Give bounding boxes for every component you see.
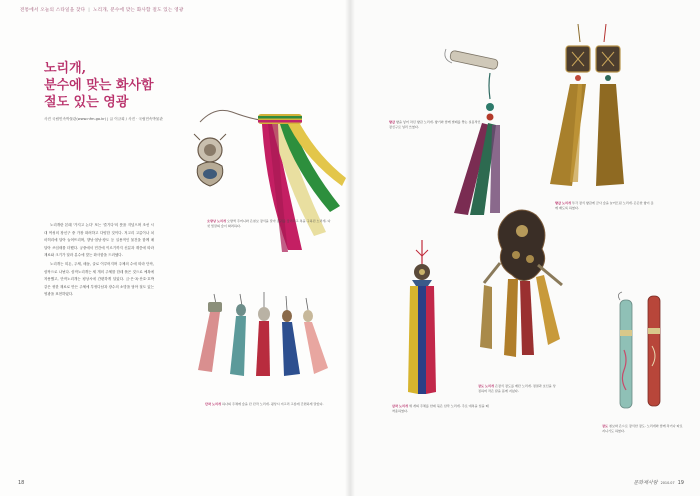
body-paragraph: 노리개는 띠돈, 주체, 매듭, 술로 이루어지며 주체의 수에 따라 단작, 삼작으로 나뉜다. 삼작노리개는 세 개의 주체를 한데 묶은 것으로 예복에 착용했고, 단작노리개는 평상시에 간편하게 달았다. 금·은·옥·산호·호박 같은 귀한 재료로 만든 주체에 부귀다남과 장수의 소망을 담아 절도 있는 영광을 표현하였다. [44, 261, 154, 297]
caption-obangnang-norigae [207, 219, 332, 229]
caption-hyanggap [389, 120, 481, 130]
caption-lead: 장도 [602, 424, 608, 428]
caption-body: 오방색 주머니와 은칠보 장식을 달아 잡귀를 물리치고 복을 구하던 노리개. 다섯 빛깔의 술이 화려하다. [207, 219, 331, 229]
jangdo-norigae-photo [478, 205, 573, 375]
danjak-norigae-row-photo [190, 290, 335, 390]
running-head-section: 전통에서 오늘의 스타일을 찾다 [20, 8, 86, 13]
caption-jangdo [602, 424, 684, 434]
caption-body: 은장식 장도를 매단 노리개. 정절과 호신을 상징하며 작은 칼을 몸에 지녔다. [478, 384, 556, 394]
running-head: 전통에서 오늘의 스타일을 찾다 | 노리개, 분수에 맞는 화사함 절도 있는 영광 [20, 8, 184, 13]
caption-body: 세 개의 주체를 한데 묶은 삼작 노리개. 주로 예복을 입을 때 착용하였다. [392, 404, 489, 414]
caption-lead: 오방낭 노리개 [207, 219, 227, 223]
article-title [44, 60, 154, 111]
obangnang-norigae-photo [170, 100, 350, 260]
caption-body: 투각 장식 향갑에 금사 술을 늘어뜨린 노리개. 은은한 향이 옷에 배도록 하였다. [555, 201, 654, 211]
caption-lead: 단작 노리개 [205, 402, 222, 406]
page-footer-right [633, 479, 684, 486]
caption-danjak-norigae [205, 402, 333, 407]
title-line-3: 절도 있는 영광 [44, 95, 129, 110]
samjak-norigae-photo [402, 240, 442, 400]
hyanggap-norigae-photo [438, 45, 508, 220]
running-head-title: 노리개, 분수에 맞는 화사함 절도 있는 영광 [93, 8, 184, 13]
issue-date: 2010.07 [660, 481, 675, 485]
jangdo-knives-photo [612, 290, 672, 420]
caption-lead: 장도 노리개 [478, 384, 495, 388]
spine-gutter [345, 0, 355, 496]
caption-lead: 향갑 노리개 [555, 201, 572, 205]
hyanggap-pair-photo [542, 22, 637, 194]
right-page [350, 0, 700, 496]
caption-samjak-norigae [392, 404, 492, 414]
page-number-left: 18 [18, 480, 25, 486]
byline: 사진 국립민속박물관(www.nfm.go.kr) | 글 이규희 / 사진 · 국립민속박물관 [44, 117, 163, 121]
article-body [44, 222, 154, 300]
page-number-right: 19 [677, 480, 684, 486]
body-paragraph: 노리개란 본래 '가지고 논다' 또는 '즐기다'의 뜻을 지녔으며 조선 시대 여성의 장신구 중 가장 화려하고 다양한 것이다. 저고리 고름이나 치마허리에 달아 늘어뜨리며, 향낭·침낭·장도 등 실용적인 물건을 함께 매달아 쓰임새를 더했다. 궁중에서 민간에 이르기까지 신분과 계층에 따라 재료와 크기가 달라 분수에 맞는 화사함을 드러냈다. [44, 223, 154, 258]
title-line-1: 노리개, [44, 61, 87, 76]
caption-body: 칠보와 은으로 장식한 장도. 노리개와 함께 차거나 따로 지니기도 하였다. [602, 424, 683, 434]
caption-jangdo-norigae [478, 384, 556, 394]
caption-body: 하나의 주체에 술을 단 단작 노리개. 평상시 저고리 고름에 간편하게 달았다. [221, 402, 324, 406]
title-line-2: 분수에 맞는 화사함 [44, 78, 154, 93]
magazine-name: 문화재사랑 [633, 480, 658, 486]
caption-lead: 향갑 [389, 120, 395, 124]
caption-lead: 삼작 노리개 [392, 404, 409, 408]
caption-body: 향을 넣어 차던 향갑 노리개. 향기와 함께 벌레를 쫓는 실용적인 장신구로 널리 쓰였다. [389, 120, 481, 130]
